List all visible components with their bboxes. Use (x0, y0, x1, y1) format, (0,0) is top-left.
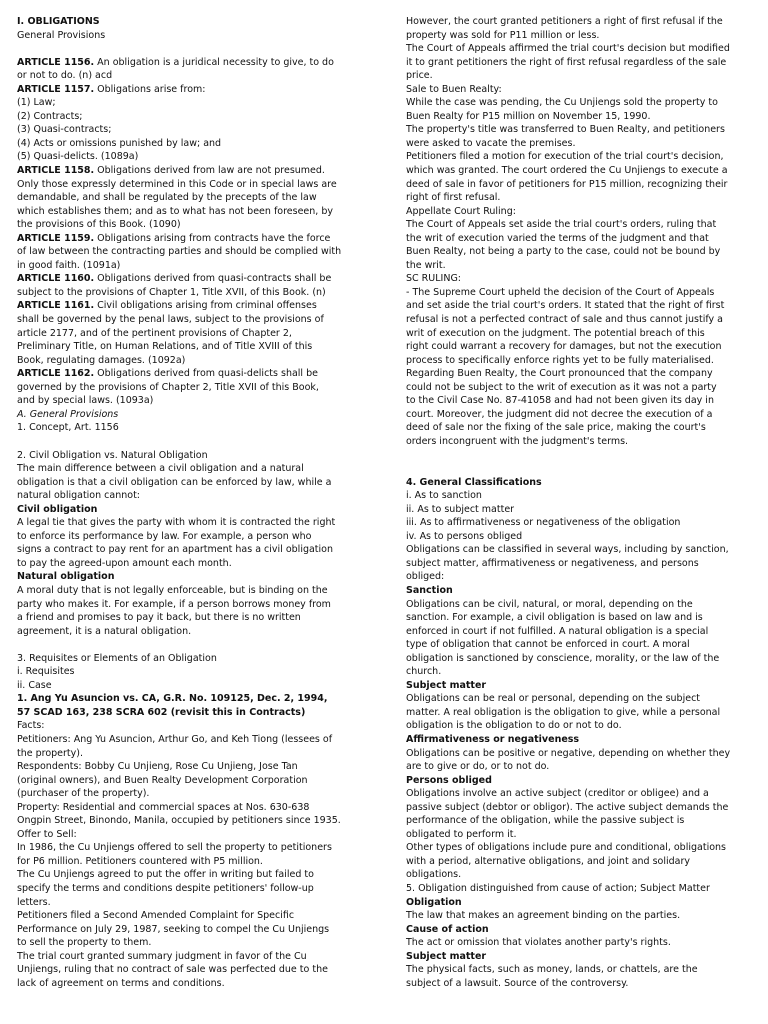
case-line: deed of sale in favor of petitioners for P15 million, recognizing their (406, 178, 728, 190)
obligation-heading: Obligation (406, 896, 462, 908)
case-line: right could warrant a recovery for damages, but not the execution (406, 341, 722, 353)
article-text: (1) Law; (17, 97, 56, 109)
subsection-italic: A. General Provisions (17, 408, 119, 420)
paragraph-line: a friend and promises to pay it back, but there is no written (17, 612, 301, 624)
case-line: Offer to Sell: (17, 828, 77, 840)
case-line: SC RULING: (406, 273, 462, 285)
case-line: Sale to Buen Realty: (406, 83, 502, 95)
article-text: which establishes them; and as to what has not been foreseen, by (17, 205, 333, 217)
case-line: Petitioners filed a motion for execution of the trial court's decision, (406, 151, 724, 163)
requisites-heading: 3. Requisites or Elements of an Obligation (17, 652, 217, 664)
case-line: court. Moreover, the judgment did not decree the execution of a (406, 408, 713, 420)
list-item: iii. As to affirmativeness or negativeness of the obligation (406, 517, 681, 529)
paragraph-line: natural obligation cannot: (17, 490, 140, 502)
natural-obligation-heading: Natural obligation (17, 571, 115, 583)
article-1160 (17, 272, 369, 286)
case-line: orders incongruent with the judgment's terms. (406, 435, 629, 447)
spacer (17, 638, 369, 652)
case-line: to sell the property to them. (17, 937, 152, 949)
article-text: Obligations arise from: (94, 83, 206, 95)
article-text: Obligations arising from contracts have the force (94, 232, 331, 244)
article-label: ARTICLE 1160. (17, 273, 95, 285)
article-text: An obligation is a juridical necessity to give, to do (94, 56, 334, 68)
article-1156 (17, 56, 369, 70)
paragraph-line: A legal tie that gives the party with whom it is contracted the right (17, 517, 336, 529)
case-line: letters. (17, 896, 51, 908)
case-line: - The Supreme Court upheld the decision of the Court of Appeals (406, 286, 715, 298)
article-text: (5) Quasi-delicts. (1089a) (17, 151, 139, 163)
case-line: However, the court granted petitioners a right of first refusal if the (406, 16, 723, 27)
article-text: (3) Quasi-contracts; (17, 124, 112, 136)
article-text: in good faith. (1091a) (17, 259, 121, 271)
list-item: ii. Case (17, 679, 52, 691)
spacer (406, 449, 754, 463)
paragraph-line: The act or omission that violates another party's rights. (406, 937, 671, 949)
list-item: iv. As to persons obliged (406, 530, 523, 542)
case-line: and set aside the trial court's orders. It stated that the right of first (406, 300, 725, 312)
list-item: i. As to sanction (406, 490, 482, 502)
case-line: Facts: (17, 720, 45, 732)
case-line: (purchaser of the property). (17, 788, 150, 800)
article-text: of law between the contracting parties and should be complied with (17, 246, 342, 258)
spacer (17, 42, 369, 56)
case-line: (original owners), and Buen Realty Development Corporation (17, 774, 308, 786)
paragraph-line: The law that makes an agreement binding on the parties. (406, 910, 681, 922)
article-text: Obligations derived from law are not presumed. (94, 165, 325, 177)
paragraph-line: obligation is the obligation to do or not to do. (406, 720, 622, 732)
paragraph-line: enforced in court if not fulfilled. A natural obligation is a special (406, 625, 709, 637)
paragraph-line: Obligations can be positive or negative, depending on whether they (406, 747, 731, 759)
case-line: could not be subject to the writ of execution as it was not a party (406, 381, 717, 393)
civnat-heading: 2. Civil Obligation vs. Natural Obligation (17, 449, 208, 461)
article-text: Civil obligations arising from criminal offenses (94, 300, 317, 312)
concept-line: 1. Concept, Art. 1156 (17, 422, 119, 434)
case-line: Appellate Court Ruling: (406, 205, 516, 217)
case-line: lack of agreement on terms and conditions. (17, 977, 225, 989)
spacer (17, 435, 369, 449)
paragraph-line: signs a contract to pay rent for an apartment has a civil obligation (17, 544, 334, 556)
spacer (406, 462, 754, 476)
article-1161 (17, 299, 369, 313)
case-line: Regarding Buen Realty, the Court pronounced that the company (406, 368, 713, 380)
paragraph-line: obligations. (406, 869, 462, 881)
sanction-heading: Sanction (406, 584, 453, 596)
paragraph-line: matter. A real obligation is the obligation to give, while a personal (406, 706, 721, 718)
subject-matter-heading-2: Subject matter (406, 950, 487, 962)
case-line: Property: Residential and commercial spaces at Nos. 630-638 (17, 801, 310, 813)
article-text: article 2177, and of the pertinent provisions of Chapter 2, (17, 327, 292, 339)
case-line: process to specifically enforce rights yet to be fully materialised. (406, 354, 714, 366)
paragraph-line: to pay the agreed-upon amount each month. (17, 557, 232, 569)
civil-obligation-heading: Civil obligation (17, 503, 98, 515)
article-1158 (17, 164, 369, 178)
paragraph-line: are to give or do, or to not do. (406, 761, 550, 773)
paragraph-line: Obligations can be civil, natural, or moral, depending on the (406, 598, 693, 610)
article-text: and by special laws. (1093a) (17, 395, 154, 407)
paragraph-line: performance of the obligation, while the passive subject is (406, 815, 685, 827)
paragraph-line: obligated to perform it. (406, 828, 517, 840)
paragraph-line: 5. Obligation distinguished from cause of action; Subject Matter (406, 883, 710, 894)
case-line: Buen Realty for P15 million on November 15, 1990. (406, 110, 651, 122)
paragraph-line: obliged: (406, 571, 445, 583)
article-label: ARTICLE 1157. (17, 83, 95, 95)
case-line: which was granted. The court ordered the Cu Unjiengs to execute a (406, 165, 728, 177)
case-line: Respondents: Bobby Cu Unjieng, Rose Cu Unjieng, Jose Tan (17, 761, 298, 773)
case-line: Unjiengs, ruling that no contract of sale was perfected due to the (17, 964, 328, 976)
case-line: were asked to vacate the premises. (406, 137, 576, 149)
case-line: property was sold for P11 million or less. (406, 29, 600, 41)
persons-obliged-heading: Persons obliged (406, 774, 492, 786)
paragraph-line: party who makes it. For example, if a person borrows money from (17, 598, 331, 610)
article-text: or not to do. (n) acd (17, 70, 113, 82)
article-label: ARTICLE 1161. (17, 300, 95, 312)
case-title: 57 SCAD 163, 238 SCRA 602 (revisit this in Contracts) (17, 706, 306, 718)
paragraph-line: passive subject (debtor or obligor). The active subject demands the (406, 801, 729, 813)
case-line: writ of execution on the judgment. The potential breach of this (406, 327, 705, 339)
case-line: to the Civil Case No. 87-41058 and had not been given its day in (406, 395, 714, 407)
article-1157 (17, 83, 369, 97)
paragraph-line: Other types of obligations include pure and conditional, obligations (406, 842, 726, 854)
cause-of-action-heading: Cause of action (406, 923, 489, 935)
case-line: In 1986, the Cu Unjiengs offered to sell the property to petitioners (17, 842, 332, 854)
case-line: the property). (17, 747, 84, 759)
paragraph-line: subject of a lawsuit. Source of the controversy. (406, 977, 629, 989)
case-line: the writ. (406, 259, 446, 271)
case-line: deed of sale nor the fixing of the sale price, making the court's (406, 422, 706, 434)
case-line: The property's title was transferred to Buen Realty, and petitioners (406, 124, 725, 136)
article-text: Only those expressly determined in this Code or in special laws are (17, 178, 337, 190)
article-text: (2) Contracts; (17, 110, 83, 122)
paragraph-line: agreement, it is a natural obligation. (17, 625, 192, 637)
article-text: subject to the provisions of Chapter 1, Title XVII, of this Book. (n) (17, 286, 326, 298)
case-line: The trial court granted summary judgment in favor of the Cu (17, 950, 307, 962)
article-1159 (17, 232, 369, 246)
paragraph-line: Obligations can be classified in several ways, including by sanction, (406, 544, 729, 556)
paragraph-line: with a period, alternative obligations, and joint and solidary (406, 855, 691, 867)
paragraph-line: Obligations can be real or personal, depending on the subject (406, 693, 701, 705)
paragraph-line: Obligations involve an active subject (creditor or obligee) and a (406, 788, 709, 800)
list-item: ii. As to subject matter (406, 503, 515, 515)
article-text: Obligations derived from quasi-contracts shall be (94, 273, 332, 285)
article-label: ARTICLE 1162. (17, 368, 95, 380)
case-line: it to grant petitioners the right of first refusal regardless of the sale (406, 56, 727, 68)
case-line: for P6 million. Petitioners countered with P5 million. (17, 855, 263, 867)
article-text: (4) Acts or omissions punished by law; and (17, 137, 222, 149)
left-column (17, 15, 369, 990)
paragraph-line: type of obligation that cannot be enforced in court. A moral (406, 639, 690, 651)
case-line: While the case was pending, the Cu Unjiengs sold the property to (406, 97, 718, 109)
right-column (406, 15, 754, 990)
section-subtitle: General Provisions (17, 29, 106, 41)
case-line: The Court of Appeals set aside the trial court's orders, ruling that (406, 219, 717, 231)
case-line: price. (406, 70, 433, 82)
paragraph-line: church. (406, 666, 442, 678)
list-item: i. Requisites (17, 666, 75, 678)
article-label: ARTICLE 1159. (17, 232, 95, 244)
paragraph-line: A moral duty that is not legally enforceable, but is binding on the (17, 584, 328, 596)
case-line: the writ of execution varied the terms of the judgment and that (406, 232, 709, 244)
case-line: The Cu Unjiengs agreed to put the offer in writing but failed to (17, 869, 314, 881)
article-text: the provisions of this Book. (1090) (17, 219, 181, 231)
paragraph-line: to enforce its performance by law. For example, a person who (17, 530, 312, 542)
paragraph-line: The physical facts, such as money, lands, or chattels, are the (406, 964, 698, 976)
paragraph-line: sanction. For example, a civil obligation is based on law and is (406, 612, 703, 624)
article-text: Book, regulating damages. (1092a) (17, 354, 186, 366)
article-1162 (17, 367, 369, 381)
paragraph-line: obligation is that a civil obligation can be enforced by law, while a (17, 476, 332, 488)
case-line: specify the terms and conditions despite petitioners' follow-up (17, 883, 314, 894)
subject-matter-heading: Subject matter (406, 679, 487, 691)
case-line: right of first refusal. (406, 192, 501, 204)
case-line: Petitioners: Ang Yu Asuncion, Arthur Go, and Keh Tiong (lessees of (17, 733, 333, 745)
article-text: demandable, and shall be regulated by the precepts of the law (17, 192, 317, 204)
case-line: Ongpin Street, Binondo, Manila, occupied by petitioners since 1935. (17, 815, 341, 827)
article-text: governed by the provisions of Chapter 2, Title XVII of this Book, (17, 381, 319, 393)
section-title: I. OBLIGATIONS (17, 16, 100, 27)
article-label: ARTICLE 1156. (17, 56, 95, 68)
affirmativeness-heading: Affirmativeness or negativeness (406, 733, 580, 745)
article-label: ARTICLE 1158. (17, 165, 95, 177)
case-line: The Court of Appeals affirmed the trial court's decision but modified (406, 43, 730, 55)
case-line: refusal is not a perfected contract of sale and thus cannot justify a (406, 314, 723, 326)
case-line: Performance on July 29, 1987, seeking to compel the Cu Unjiengs (17, 923, 330, 935)
paragraph-line: obligation is sanctioned by conscience, morality, or the law of the (406, 652, 720, 664)
case-line: Petitioners filed a Second Amended Complaint for Specific (17, 910, 295, 922)
article-text: Preliminary Title, on Human Relations, and of Title XVIII of this (17, 341, 313, 353)
paragraph-line: subject matter, affirmativeness or negativeness, and persons (406, 557, 699, 569)
article-text: shall be governed by the penal laws, subject to the provisions of (17, 314, 324, 326)
case-line: Buen Realty, not being a party to the case, could not be bound by (406, 246, 721, 258)
classifications-heading: 4. General Classifications (406, 476, 542, 488)
article-text: Obligations derived from quasi-delicts shall be (94, 368, 318, 380)
case-title: 1. Ang Yu Asuncion vs. CA, G.R. No. 109125, Dec. 2, 1994, (17, 693, 328, 705)
paragraph-line: The main difference between a civil obligation and a natural (17, 463, 304, 475)
